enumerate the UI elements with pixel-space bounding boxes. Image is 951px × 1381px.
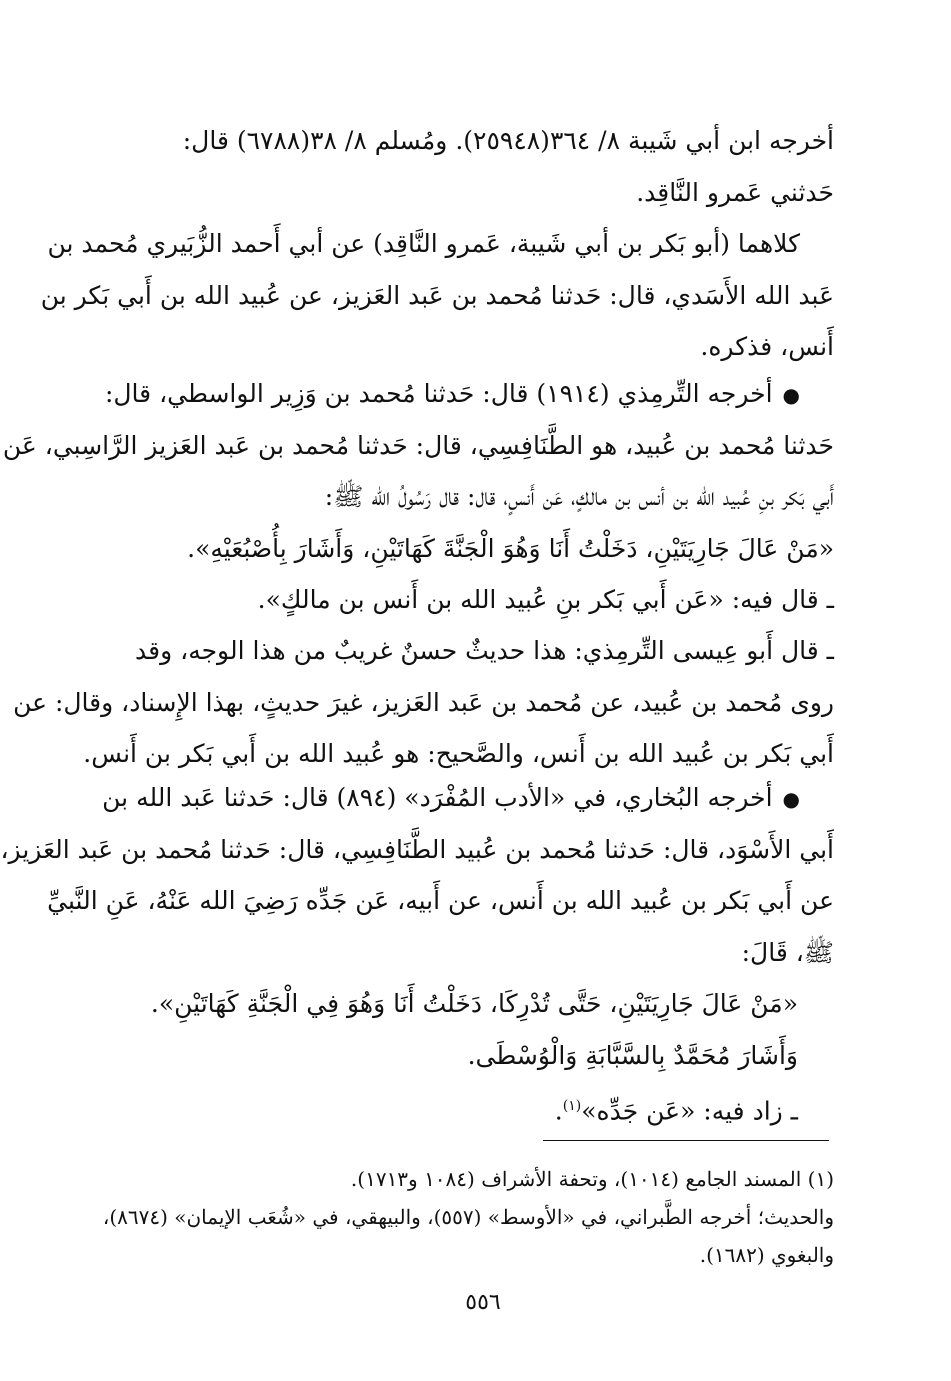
text-line: كلاهما (أبو بَكر بن أبي شَيبة، عَمرو النَّاقِد) عن أبي أَحمد الزُّبَيري مُحمد بن: [47, 229, 800, 258]
paragraph-4: [13, 625, 834, 780]
footnote-line: والبغوي (١٦٨٢).: [699, 1243, 834, 1267]
text-line: ـ زاد فيه: «عَن جَدِّه»$^{(١)}$.: [554, 1096, 798, 1126]
text-line: عن أَبي بَكر بن عُبيد الله بن أَنس، عن أَبيه، عَن جَدِّه رَضِيَ الله عَنْهُ، عَنِ النَّبيِّ: [47, 886, 834, 915]
text-line: حَدثنا مُحمد بن عُبيد، هو الطَّنَافِسِي، قال: حَدثنا مُحمد بن عَبد العَزيز الرَّاسِبي، عَن: [2, 430, 834, 460]
footnote-divider: [543, 1140, 829, 1141]
footnote-reference[interactable]: (١): [562, 1098, 582, 1114]
footnote-line: والحديث؛ أخرجه الطَّبراني، في «الأوسط» (٥٥٧)، والبيهقي، في «شُعَب الإيمان» (٨٦٧٤)،: [102, 1205, 834, 1229]
paragraph-5: [0, 772, 834, 1133]
text-line-content: أخرجه التِّرمِذي (١٩١٤) قال: حَدثنا مُحمد بن وَزِير الواسطي، قال:: [104, 379, 773, 408]
text-line: أَنس، فذكره.: [700, 332, 834, 361]
text-line: ﷺ، قَالَ:: [741, 937, 834, 967]
bullet-icon: ●: [782, 787, 800, 811]
text-line: ـ قال فيه: «عَن أَبي بَكر بنِ عُبيد الله بن أَنس بن مالكٍ».: [257, 585, 834, 614]
text-line: ـ قال أَبو عِيسى التِّرمِذي: هذا حديثٌ حسنٌ غريبٌ من هذا الوجه، وقد: [135, 636, 834, 665]
text-line-content: أخرجه البُخاري، في «الأدب المُفْرَد» (٨٩٤) قال: حَدثنا عَبد الله بن: [102, 783, 773, 812]
text-line: أخرجه ابن أبي شَيبة ٨/ ٣٦٤(٢٥٩٤٨). ومُسلم ٨/ ٣٨(٦٧٨٨) قال:: [182, 126, 834, 155]
paragraph-2: [40, 218, 834, 373]
text-line: أَبي بَكر بنِ عُبيد الله بن أنس بن مالكٍ، عَن أَنسٍ، قال: قال رَسُولُ الله ﷺ:: [324, 482, 834, 511]
hadith-quote: «مَنْ عَالَ جَارِيَتَيْنِ، دَخَلْتُ أَنَا وَهُوَ الْجَنَّةَ كَهَاتَيْنِ، وَأَشَارَ بِأُصْبُعَيْهِ».: [187, 533, 834, 563]
text-line: [104, 368, 834, 420]
hadith-quote: وَأَشَارَ مُحَمَّدٌ بِالسَّبَّابَةِ وَالْوُسْطَى.: [467, 1040, 798, 1070]
hadith-quote: «مَنْ عَالَ جَارِيَتَيْنِ، حَتَّى تُدْرِكَا، دَخَلْتُ أَنَا وَهُوَ فِي الْجَنَّةِ كَهَاتَيْنِ».: [150, 989, 798, 1018]
text-line: عَبد الله الأَسَدي، قال: حَدثنا مُحمد بن عَبد العَزيز، عن عُبيد الله بن أَبي بَكر بن: [40, 280, 834, 310]
paragraph-1: [122, 115, 834, 218]
text-line: [102, 772, 834, 824]
footnotes: [102, 1160, 834, 1274]
footnote-line: (١) المسند الجامع (١٠١٤)، وتحفة الأشراف (١٠٨٤ و١٧١٣).: [350, 1167, 834, 1191]
text-line: أَبي الأَسْوَد، قال: حَدثنا مُحمد بن عُبيد الطَّنَافِسِي، قال: حَدثنا مُحمد بن عَبد العَزيز،: [0, 834, 834, 864]
text-line: روى مُحمد بن عُبيد، عن مُحمد بن عَبد العَزيز، غيرَ حديثٍ، بهذا الإِسناد، وقال: عن: [13, 687, 834, 717]
text-line-content: ـ زاد فيه: «عَن جَدِّه»: [581, 1096, 798, 1126]
page-number: ٥٥٦: [465, 1290, 501, 1315]
text-line: حَدثني عَمرو النَّاقِد.: [636, 177, 834, 207]
paragraph-3: [2, 368, 834, 626]
bullet-icon: ●: [782, 383, 800, 407]
text-line: أَبي بَكر بن عُبيد الله بن أَنس، والصَّحيح: هو عُبيد الله بن أَبي بَكر بن أَنس.: [83, 739, 834, 768]
